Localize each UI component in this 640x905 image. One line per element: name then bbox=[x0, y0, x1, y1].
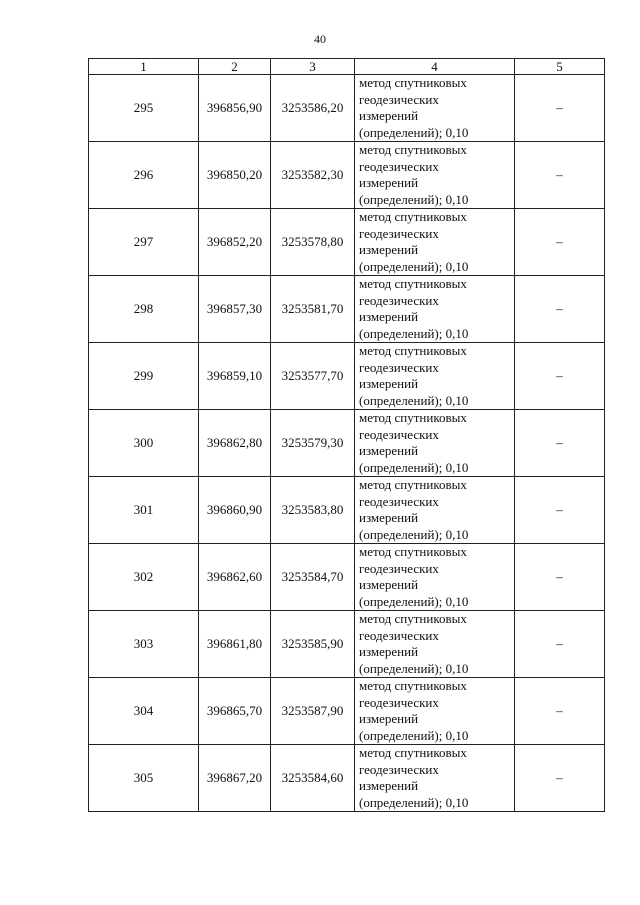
y-coordinate-cell: 3253584,70 bbox=[271, 544, 355, 611]
x-coordinate-cell: 396867,20 bbox=[199, 745, 271, 812]
method-line: измерений bbox=[359, 510, 419, 525]
point-number-cell: 296 bbox=[89, 142, 199, 209]
method-line: геодезических bbox=[359, 761, 439, 777]
y-coordinate-cell: 3253579,30 bbox=[271, 410, 355, 477]
method-line: (определений); 0,10 bbox=[359, 124, 469, 140]
point-number-cell: 299 bbox=[89, 343, 199, 410]
x-coordinate-cell: 396859,10 bbox=[199, 343, 271, 410]
method-line: (определений); 0,10 bbox=[359, 392, 469, 408]
note-cell: – bbox=[515, 209, 605, 276]
method-line: измерений bbox=[359, 108, 419, 123]
method-line: измерений bbox=[359, 711, 419, 726]
method-line: геодезических bbox=[359, 694, 439, 710]
page-number: 40 bbox=[314, 32, 326, 46]
method-line: метод спутниковых bbox=[359, 343, 467, 358]
method-cell bbox=[355, 544, 515, 611]
y-coordinate-cell: 3253585,90 bbox=[271, 611, 355, 678]
method-line: (определений); 0,10 bbox=[359, 794, 469, 810]
x-coordinate-cell: 396856,90 bbox=[199, 75, 271, 142]
x-coordinate-cell: 396860,90 bbox=[199, 477, 271, 544]
method-line: (определений); 0,10 bbox=[359, 727, 469, 743]
table-row bbox=[89, 343, 605, 410]
method-line: геодезических bbox=[359, 627, 439, 643]
point-number-cell: 300 bbox=[89, 410, 199, 477]
method-cell bbox=[355, 209, 515, 276]
method-line: метод спутниковых bbox=[359, 75, 467, 90]
note-cell: – bbox=[515, 343, 605, 410]
method-line: измерений bbox=[359, 644, 419, 659]
note-cell: – bbox=[515, 276, 605, 343]
y-coordinate-cell: 3253578,80 bbox=[271, 209, 355, 276]
method-line: геодезических bbox=[359, 493, 439, 509]
method-cell bbox=[355, 611, 515, 678]
method-cell bbox=[355, 142, 515, 209]
header-col-1: 1 bbox=[89, 59, 199, 75]
x-coordinate-cell: 396862,80 bbox=[199, 410, 271, 477]
method-cell bbox=[355, 477, 515, 544]
method-line: геодезических bbox=[359, 426, 439, 442]
method-line: (определений); 0,10 bbox=[359, 459, 469, 475]
method-cell bbox=[355, 343, 515, 410]
note-cell: – bbox=[515, 75, 605, 142]
coordinates-table bbox=[88, 58, 605, 812]
note-cell: – bbox=[515, 410, 605, 477]
table-row bbox=[89, 544, 605, 611]
method-cell bbox=[355, 410, 515, 477]
method-line: (определений); 0,10 bbox=[359, 660, 469, 676]
note-cell: – bbox=[515, 477, 605, 544]
header-col-3: 3 bbox=[271, 59, 355, 75]
table-body bbox=[89, 75, 605, 812]
method-cell bbox=[355, 276, 515, 343]
table-row bbox=[89, 477, 605, 544]
table-row bbox=[89, 611, 605, 678]
point-number-cell: 304 bbox=[89, 678, 199, 745]
header-col-4: 4 bbox=[355, 59, 515, 75]
method-line: измерений bbox=[359, 242, 419, 257]
y-coordinate-cell: 3253587,90 bbox=[271, 678, 355, 745]
y-coordinate-cell: 3253582,30 bbox=[271, 142, 355, 209]
point-number-cell: 295 bbox=[89, 75, 199, 142]
x-coordinate-cell: 396850,20 bbox=[199, 142, 271, 209]
table-row bbox=[89, 75, 605, 142]
method-line: метод спутниковых bbox=[359, 678, 467, 693]
method-line: измерений bbox=[359, 443, 419, 458]
method-line: измерений bbox=[359, 577, 419, 592]
header-col-5: 5 bbox=[515, 59, 605, 75]
x-coordinate-cell: 396865,70 bbox=[199, 678, 271, 745]
method-line: (определений); 0,10 bbox=[359, 258, 469, 274]
method-line: метод спутниковых bbox=[359, 745, 467, 760]
x-coordinate-cell: 396861,80 bbox=[199, 611, 271, 678]
method-line: геодезических bbox=[359, 359, 439, 375]
method-line: измерений bbox=[359, 778, 419, 793]
method-line: метод спутниковых bbox=[359, 544, 467, 559]
note-cell: – bbox=[515, 544, 605, 611]
method-line: геодезических bbox=[359, 91, 439, 107]
point-number-cell: 305 bbox=[89, 745, 199, 812]
method-line: метод спутниковых bbox=[359, 209, 467, 224]
method-line: метод спутниковых bbox=[359, 611, 467, 626]
note-cell: – bbox=[515, 678, 605, 745]
header-row bbox=[89, 59, 605, 75]
method-line: метод спутниковых bbox=[359, 142, 467, 157]
method-line: (определений); 0,10 bbox=[359, 593, 469, 609]
note-cell: – bbox=[515, 611, 605, 678]
method-line: геодезических bbox=[359, 560, 439, 576]
method-line: измерений bbox=[359, 376, 419, 391]
point-number-cell: 303 bbox=[89, 611, 199, 678]
x-coordinate-cell: 396857,30 bbox=[199, 276, 271, 343]
method-line: метод спутниковых bbox=[359, 410, 467, 425]
method-line: (определений); 0,10 bbox=[359, 526, 469, 542]
point-number-cell: 301 bbox=[89, 477, 199, 544]
x-coordinate-cell: 396862,60 bbox=[199, 544, 271, 611]
table-row bbox=[89, 276, 605, 343]
point-number-cell: 302 bbox=[89, 544, 199, 611]
table-row bbox=[89, 142, 605, 209]
y-coordinate-cell: 3253577,70 bbox=[271, 343, 355, 410]
x-coordinate-cell: 396852,20 bbox=[199, 209, 271, 276]
method-line: геодезических bbox=[359, 158, 439, 174]
table-row bbox=[89, 209, 605, 276]
note-cell: – bbox=[515, 745, 605, 812]
method-line: (определений); 0,10 bbox=[359, 325, 469, 341]
table-row bbox=[89, 745, 605, 812]
method-line: геодезических bbox=[359, 292, 439, 308]
point-number-cell: 298 bbox=[89, 276, 199, 343]
method-line: метод спутниковых bbox=[359, 276, 467, 291]
table-header bbox=[89, 59, 605, 75]
point-number-cell: 297 bbox=[89, 209, 199, 276]
table-row bbox=[89, 410, 605, 477]
header-col-2: 2 bbox=[199, 59, 271, 75]
y-coordinate-cell: 3253581,70 bbox=[271, 276, 355, 343]
table-row bbox=[89, 678, 605, 745]
method-line: (определений); 0,10 bbox=[359, 191, 469, 207]
y-coordinate-cell: 3253583,80 bbox=[271, 477, 355, 544]
method-line: метод спутниковых bbox=[359, 477, 467, 492]
method-line: геодезических bbox=[359, 225, 439, 241]
method-cell bbox=[355, 75, 515, 142]
note-cell: – bbox=[515, 142, 605, 209]
y-coordinate-cell: 3253586,20 bbox=[271, 75, 355, 142]
y-coordinate-cell: 3253584,60 bbox=[271, 745, 355, 812]
method-cell bbox=[355, 678, 515, 745]
method-line: измерений bbox=[359, 309, 419, 324]
method-cell bbox=[355, 745, 515, 812]
method-line: измерений bbox=[359, 175, 419, 190]
